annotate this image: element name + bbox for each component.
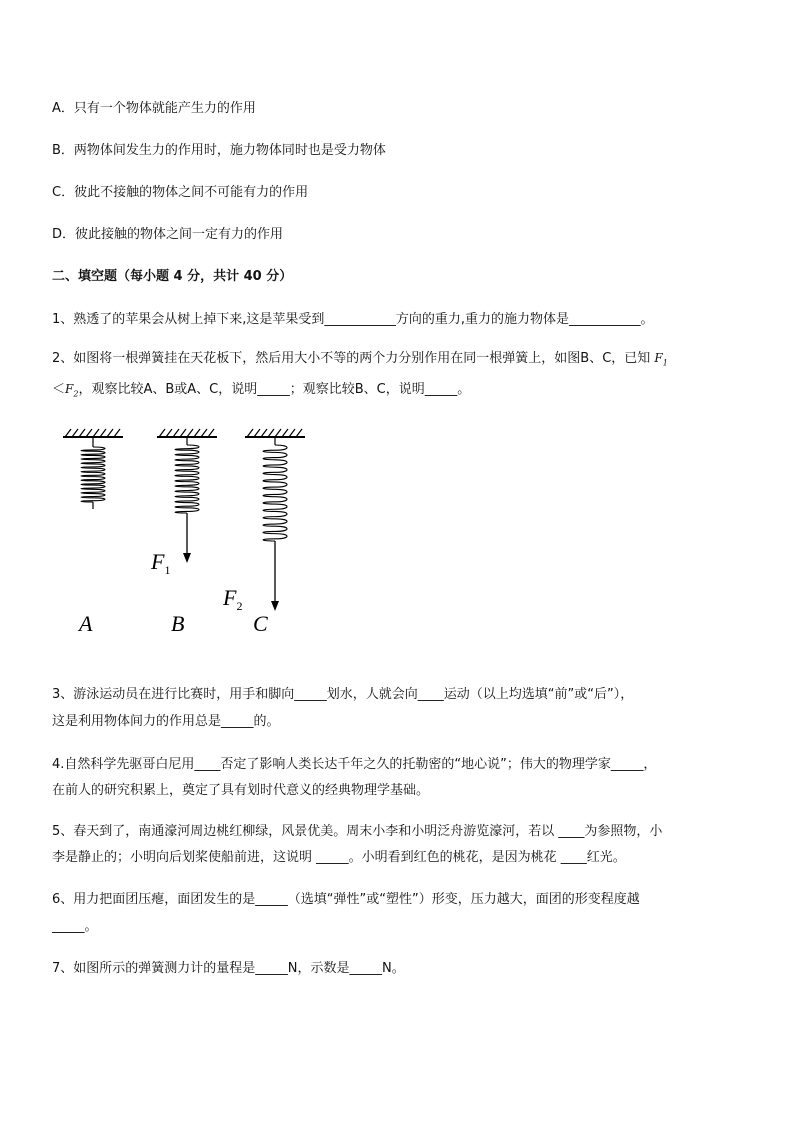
force-f2-arrowhead	[271, 601, 279, 611]
spring-b	[175, 437, 199, 555]
question-4-line-1: 4.自然科学先驱哥白尼用____否定了影响人类长达千年之久的托勒密的“地心说”；伟大的物理学家_____，	[52, 757, 657, 772]
question-3-line-2: 这是利用物体间力的作用总是_____的。	[52, 714, 280, 729]
question-2-text-a: 2、如图将一根弹簧挂在天花板下，然后用大小不等的两个力分别作用在同一根弹簧上，如图B、C，已知	[52, 351, 651, 366]
section-heading: 二、填空题（每小题 4 分，共计 40 分）	[52, 269, 293, 284]
force-f2-symbol: $F_2$	[65, 382, 79, 399]
label-a: A	[79, 611, 93, 636]
force-f1-symbol: $F_1$	[654, 351, 668, 368]
question-2	[52, 345, 752, 408]
option-a: A．只有一个物体就能产生力的作用	[52, 101, 256, 116]
question-1: 1、熟透了的苹果会从树上掉下来,这是苹果受到___________方向的重力,重力的施力物体是___________。	[52, 312, 654, 327]
force-f1-arrowhead	[183, 553, 191, 563]
question-4-line-2: 在前人的研究积累上，奠定了具有划时代意义的经典物理学基础。	[52, 783, 430, 798]
spring-a	[81, 437, 105, 509]
question-2-text-b: ，观察比较A、B或A、C，说明_____；观察比较B、C，说明_____。	[78, 382, 471, 398]
question-5-line-1: 5、春天到了，南通濠河周边桃红柳绿，风景优美。周末小李和小明泛舟游览濠河，若以 ____为参照物，小	[52, 824, 663, 839]
force-f2-label: $F_2$	[223, 585, 243, 613]
ceiling-a	[63, 429, 123, 437]
label-c: C	[253, 611, 268, 636]
springs-figure	[55, 425, 305, 640]
question-6-line-1: 6、用力把面团压瘪，面团发生的是_____（选填“弹性”或“塑性”）形变，压力越大，面团的形变程度越	[52, 892, 640, 907]
label-b: B	[171, 611, 185, 636]
option-c: C．彼此不接触的物体之间不可能有力的作用	[52, 185, 309, 200]
question-7: 7、如图所示的弹簧测力计的量程是_____N，示数是_____N。	[52, 961, 405, 976]
question-5-line-2: 李是静止的；小明向后划桨使船前进，这说明 _____。小明看到红色的桃花，是因为桃花 ____红光。	[52, 850, 626, 865]
option-d: D．彼此接触的物体之间一定有力的作用	[52, 227, 284, 242]
ceiling-c	[245, 429, 305, 437]
question-3-line-1: 3、游泳运动员在进行比赛时，用手和脚向_____划水，人就会向____运动（以上均选填“前”或“后”），	[52, 687, 634, 702]
force-f1-label: $F_1$	[151, 549, 171, 577]
spring-c	[263, 437, 287, 603]
question-6-line-2: _____。	[52, 919, 98, 934]
ceiling-b	[157, 429, 217, 437]
less-than-symbol: ＜	[52, 382, 66, 398]
option-b: B．两物体间发生力的作用时，施力物体同时也是受力物体	[52, 143, 386, 158]
